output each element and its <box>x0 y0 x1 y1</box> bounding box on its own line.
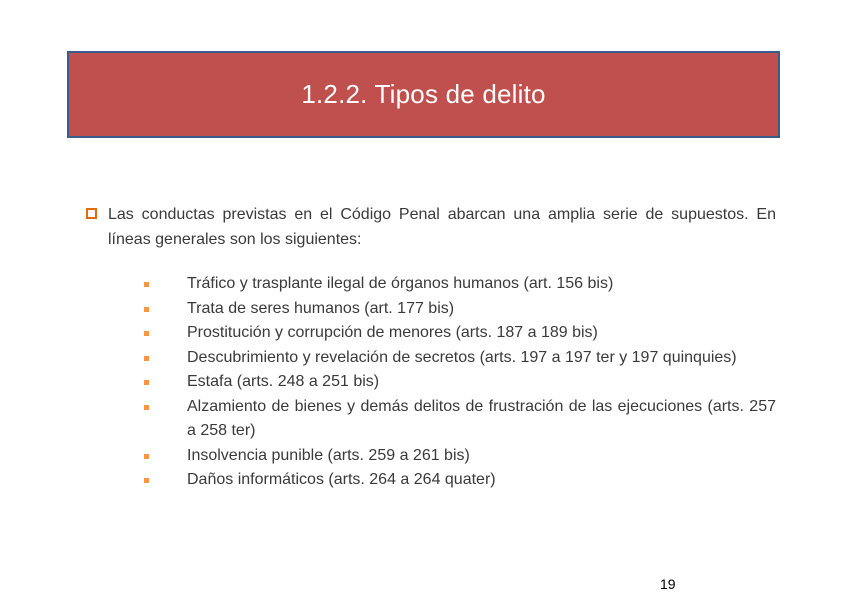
list-item-text: Prostitución y corrupción de menores (arts. 187 a 189 bis) <box>187 324 598 341</box>
title-banner <box>67 51 780 138</box>
checkbox-bullet-icon <box>86 208 97 219</box>
list-item <box>143 272 776 297</box>
list-item <box>143 444 776 469</box>
square-bullet-icon <box>144 307 149 312</box>
square-bullet-icon <box>144 331 149 336</box>
list-item <box>143 468 776 493</box>
square-bullet-icon <box>144 478 149 483</box>
list-item <box>143 346 776 371</box>
list-item-text: Daños informáticos (arts. 264 a 264 quater) <box>187 471 496 488</box>
offense-list <box>143 272 776 493</box>
list-item <box>143 395 776 444</box>
square-bullet-icon <box>144 282 149 287</box>
list-item-text: Trata de seres humanos (art. 177 bis) <box>187 299 455 317</box>
list-item-text: Descubrimiento y revelación de secretos (arts. 197 a 197 ter y 197 quinquies) <box>187 348 737 366</box>
list-item-text: Alzamiento de bienes y demás delitos de frustración de las ejecuciones (arts. 257 a 258 ter) <box>187 397 776 439</box>
list-item <box>143 297 776 322</box>
square-bullet-icon <box>144 405 149 410</box>
list-item-text: Estafa (arts. 248 a 251 bis) <box>187 373 380 390</box>
square-bullet-icon <box>144 380 149 385</box>
slide-title: 1.2.2. Tipos de delito <box>301 79 546 109</box>
list-item-text: Insolvencia punible (arts. 259 a 261 bis) <box>187 446 470 464</box>
list-item <box>143 321 776 346</box>
square-bullet-icon <box>144 356 149 361</box>
list-item <box>143 370 776 395</box>
list-item-text: Tráfico y trasplante ilegal de órganos humanos (art. 156 bis) <box>187 275 614 292</box>
intro-text: Las conductas previstas en el Código Penal abarcan una amplia serie de supuestos. En líneas generales son los siguientes: <box>108 206 776 248</box>
square-bullet-icon <box>144 454 149 459</box>
page-number: 19 <box>660 576 676 592</box>
intro-paragraph <box>86 202 776 252</box>
